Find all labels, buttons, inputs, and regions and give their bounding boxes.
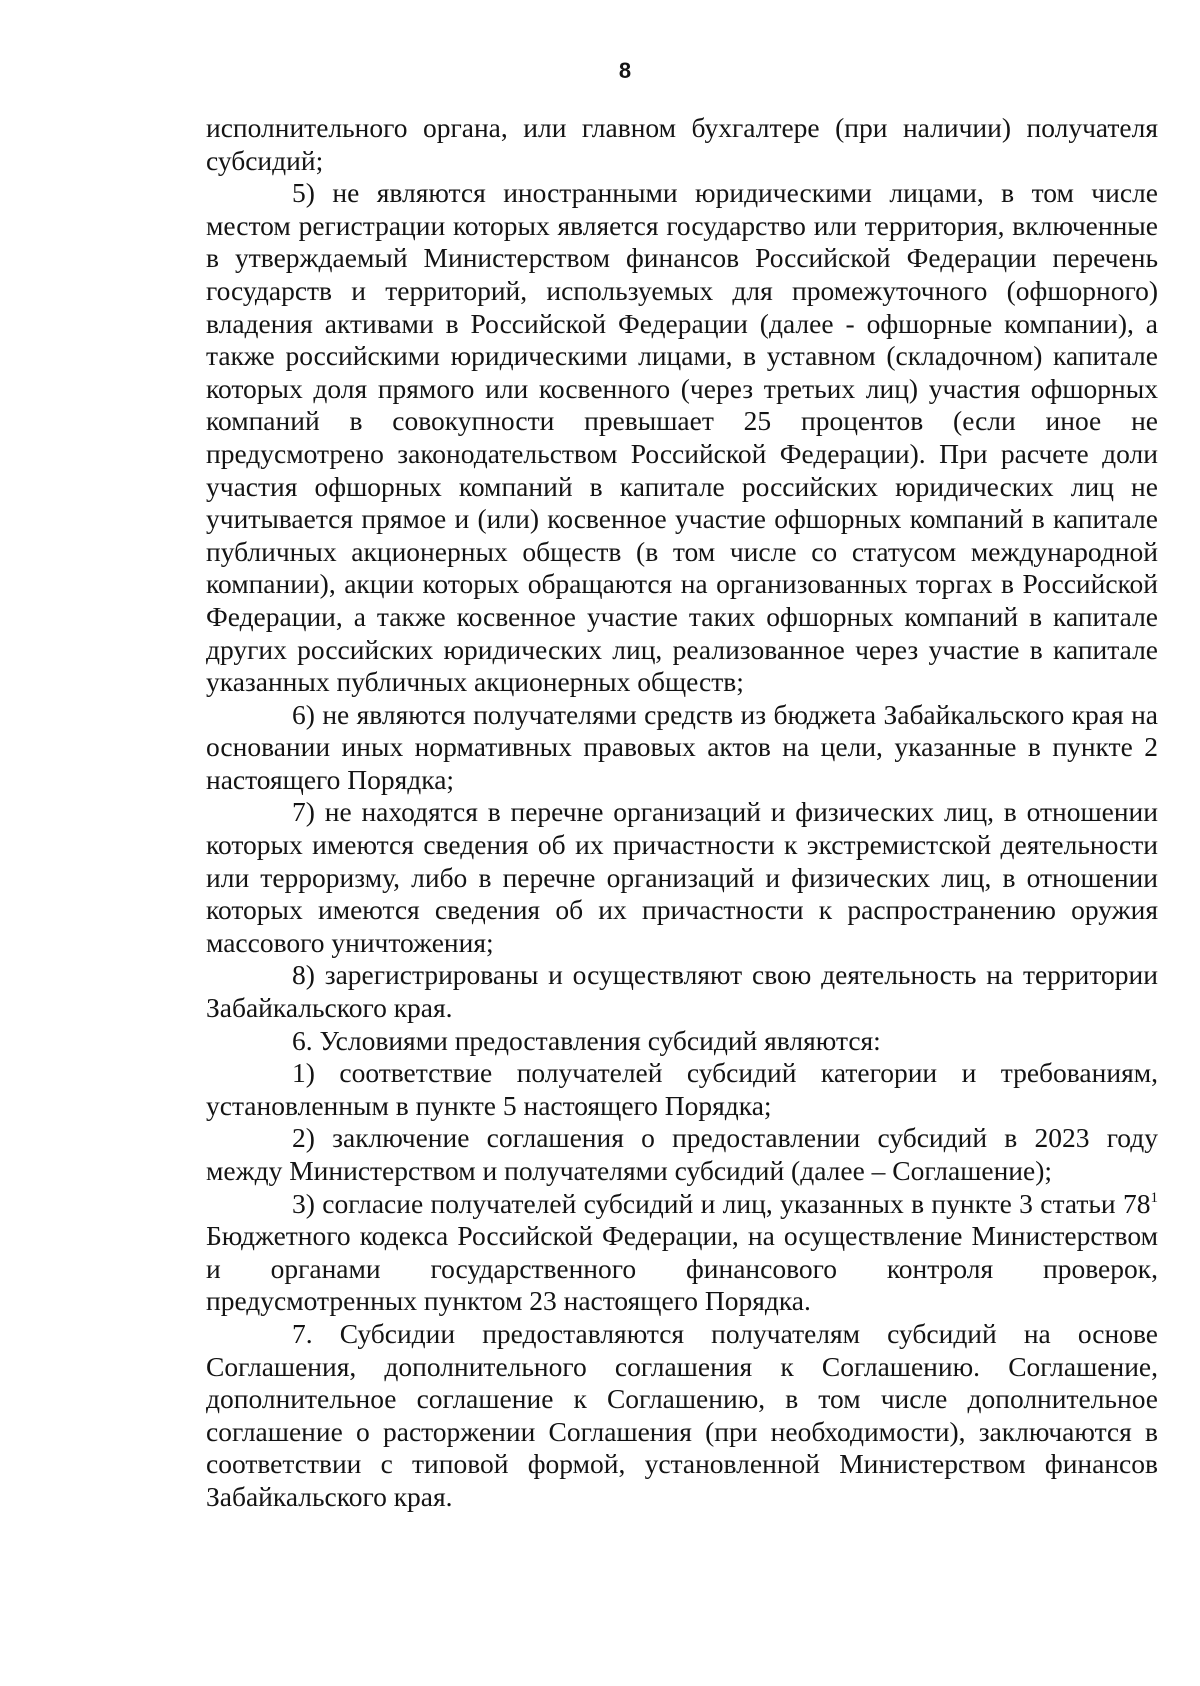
paragraph-item-8: 8) зарегистрированы и осуществляют свою деятельность на территории Забайкальского края. [206, 959, 1158, 1024]
paragraph-item-7: 7) не находятся в перечне организаций и физических лиц, в отношении которых имеются сведения об их причастности к экстремистской деятельности или терроризму, либо в перечне организаций и физических лиц, в отношении которых имеются сведения об их причастности к распространению оружия массового уничтожения; [206, 796, 1158, 958]
document-body [206, 112, 1158, 1514]
page-number: 8 [618, 58, 632, 83]
paragraph-item-6: 6) не являются получателями средств из бюджета Забайкальского края на основании иных нормативных правовых актов на цели, указанные в пункте 2 настоящего Порядка; [206, 698, 1158, 795]
paragraph-section-7: 7. Субсидии предоставляются получателям субсидий на основе Соглашения, дополнительного соглашения к Соглашению. Соглашение, дополнительное соглашение к Соглашению, в том числе дополнительное соглашение о расторжении Соглашения (при необходимости), заключаются в соответствии с типовой формой, установленной Министерством финансов Забайкальского края. [206, 1317, 1158, 1512]
condition-3-text-before: 3) согласие получателей субсидий и лиц, указанных в пункте 3 статьи 78 [292, 1187, 1151, 1219]
paragraph-continuation: исполнительного органа, или главном бухгалтере (при наличии) получателя субсидий; [206, 112, 1158, 176]
paragraph-condition-2: 2) заключение соглашения о предоставлении субсидий в 2023 году между Министерством и получателями субсидий (далее – Соглашение); [206, 1122, 1158, 1186]
paragraph-item-5: 5) не являются иностранными юридическими лицами, в том числе местом регистрации которых является государство или территория, включенные в утверждаемый Министерством финансов Российской Федерации перечень государств и территорий, используемых для промежуточного (офшорного) владения активами в Российской Федерации (далее - офшорные компании), а также российскими юридическими лицами, в уставном (складочном) капитале которых доля прямого или косвенного (через третьих лиц) участия офшорных компаний в совокупности превышает 25 процентов (если иное не предусмотрено законодательством Российской Федерации). При расчете доли участия офшорных компаний в капитале российских юридических лиц не учитывается прямое и (или) косвенное участие офшорных компаний в капитале публичных акционерных обществ (в том числе со статусом международной компании), акции которых обращаются на организованных торгах в Российской Федерации, а также косвенное участие таких офшорных компаний в капитале других российских юридических лиц, реализованное через участие в капитале указанных публичных акционерных обществ; [206, 177, 1158, 698]
paragraph-condition-1: 1) соответствие получателей субсидий категории и требованиям, установленным в пункте 5 настоящего Порядка; [206, 1057, 1158, 1121]
paragraph-section-6-heading: 6. Условиями предоставления субсидий являются: [292, 1024, 881, 1056]
article-superscript: 1 [1150, 1189, 1158, 1206]
paragraph-condition-3 [206, 1188, 1158, 1318]
condition-3-text-after: Бюджетного кодекса Российской Федерации, на осуществление Министерством и органами государственного финансового контроля проверок, предусмотренных пунктом 23 настоящего Порядка. [206, 1220, 1158, 1317]
